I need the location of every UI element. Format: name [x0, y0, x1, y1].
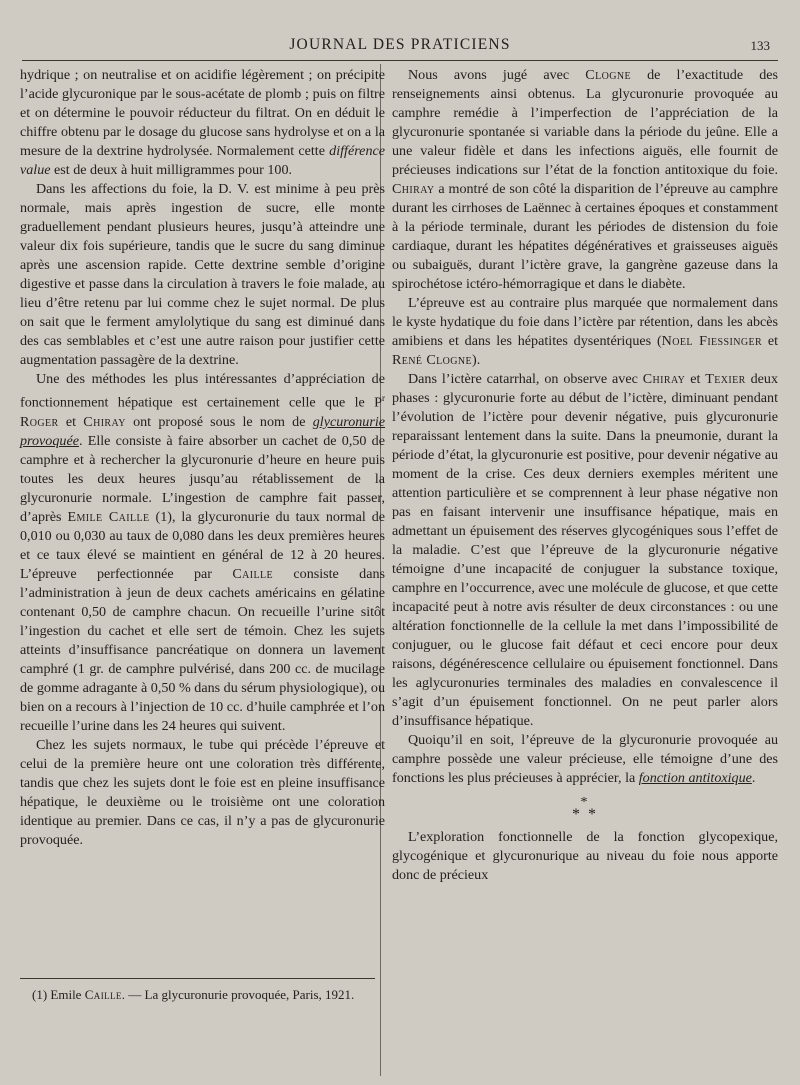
author-name: Texier: [705, 371, 746, 387]
left-paragraph-2: Dans les affections du foie, la D. V. est minime à peu près normale, mais après ingestion de sucre, elle monte graduellement pendant plusieurs heures, jusqu’à atteindre une valeur dix fois supérieure, tandis que le sucre du sang diminue après une ascension rapide. Cette dextrine semble d’origine digestive et passe dans la circulation à travers le foie malade, au lieu d’être retenu par lui comme chez le sujet normal. De plus on sait que le ferment amylolytique du sang est diminué dans des cas semblables et c’est une autre raison pour justifier cette augmentation passagère de la dextrine.: [20, 181, 385, 368]
author-name: Emile Caille: [67, 508, 150, 525]
author-name: Chiray: [83, 413, 126, 430]
left-paragraph-4: Chez les sujets normaux, le tube qui précède l’épreuve et celui de la première heure ont une coloration très différente, tandis que chez les sujets dont le foie est en pleine insuffisance hépatique, le deuxième ou le troisième ont une coloration identique au premier. Dans ce cas, il n’y a pas de glycuronurie provoquée.: [20, 736, 385, 848]
superscript: r: [382, 393, 385, 403]
text-run: hydrique ; on neutralise et on acidifie légèrement ; on précipite l’acide glycuronique par le sous-acétate de plomb ; puis on filtre et on détermine le pouvoir réducteur du filtrat. On en déduit le chiffre obtenu par le dosage du glucose sans hydrolyse et on a la mesure de la dextrine hydrolysée. Normalement cette: [20, 67, 385, 159]
right-paragraph-2: [392, 294, 778, 370]
text-run: . — La glycuronurie provoquée, Paris, 1921.: [121, 987, 355, 1002]
header-rule: [22, 60, 778, 61]
author-name: Roger: [20, 413, 59, 430]
text-run: L’épreuve est au contraire plus marquée que normalement dans le kyste hydatique du foie dans l’ictère par rétention, dans les abcès amibiens et dans les hépatites dysentériques (: [392, 295, 778, 349]
text-run: Une des méthodes les plus intéressantes d’appréciation de fonctionnement hépatique est certainement celle que le P: [20, 371, 385, 411]
right-paragraph-4: [392, 731, 778, 788]
text-run: .: [751, 770, 756, 786]
left-paragraph-3: [20, 370, 385, 736]
author-name: Caille: [84, 987, 122, 1002]
text-run: consiste dans l’administration à jeun de deux cachets américains en gélatine contenant 0,50 de camphre chacun. On recueille l’urine sitôt l’ingestion du cachet et elle sert de témoin. Chez les sujets atteints d’insuffisance pancréatique on donnera un lavement camphré (1 gr. de camphre pulvérisé, dans 200 cc. de mucilage de gomme adragante à 0,50 % dans du sérum physiologique), ou bien on a recours à l’injection de 10 cc. d’huile camphrée et l’on recueille l’urine dans les 24 heures qui suivent.: [20, 565, 385, 734]
emphasis-text: glycuronurie provoquée: [20, 413, 386, 449]
text-run: . Elle consiste à faire absorber un cachet de 0,50 de camphre et à rechercher la glycuronurie d’heure en heure puis toutes les deux heures jusqu’au rétablissement de la glycuronurie normale. L’ingestion de camphre fait passer, d’après: [20, 432, 385, 525]
author-name: Chiray: [642, 371, 686, 387]
asterism-top: *: [580, 795, 590, 810]
right-paragraph-3: [392, 370, 778, 731]
journal-title: JOURNAL DES PRATICIENS: [289, 36, 511, 53]
text-run: Nous avons jugé avec: [408, 67, 586, 83]
footnote-rule: [20, 978, 375, 979]
author-name: Clogne: [585, 67, 631, 83]
left-column: [20, 66, 385, 850]
page-number: 133: [750, 38, 770, 53]
text-run: a montré de son côté la disparition de l’épreuve au camphre durant les cirrhoses de Laënnec à certaines époques et constamment à la période terminale, durant les périodes de distension du foie cardiaque, durant les hépatites dégénératives et graisseuses aiguës ou subaiguës, durant l’ictère grave, la gangrène gazeuse dans la spirochétose ictéro-hémorragique et dans le diabète.: [392, 181, 778, 292]
text-run: et: [762, 333, 779, 349]
text-run: et: [685, 371, 706, 387]
author-name: Chiray: [392, 181, 435, 197]
text-run: (1), la glycuronurie du taux normal de 0,010 ou 0,030 au taux de 0,080 dans les deux premières heures et ce taux élevé se maintient en général de 12 à 20 heures. L’épreuve perfectionnée par: [20, 508, 386, 582]
author-name: Noel Fiessinger: [661, 333, 763, 349]
text-run: de l’exactitude des renseignements ainsi obtenus. La glycuronurie provoquée au camphre remédie à l’imperfection de l’appréciation de la glycuronurie spontanée si variable dans la période du jeûne. Elle a une valeur fidèle et dans les infections aiguës, elle fournit de précieuses indications sur l’état de la fonction antitoxique du foie.: [392, 67, 778, 178]
text-run: (1) Emile: [32, 987, 85, 1002]
asterism-bottom: * *: [572, 806, 598, 823]
text-run: Quoiqu’il en soit, l’épreuve de la glycuronurie provoquée au camphre possède une valeur précieuse, elle témoigne d’une des fonctions les plus précieuses à apprécier, la: [392, 732, 778, 786]
author-name: Caille: [232, 565, 274, 582]
footnote: [20, 986, 375, 1004]
emphasis-text: fonction antitoxique: [638, 770, 752, 786]
text-run: est de deux à huit milligrammes pour 100.: [50, 162, 293, 178]
text-run: ).: [472, 352, 481, 368]
text-run: ont proposé sous le nom de: [125, 413, 313, 430]
right-paragraph-1: [392, 66, 778, 294]
left-paragraph-1: [20, 66, 385, 180]
text-run: deux phases : glycuronurie forte au début de l’ictère, diminuant pendant l’évolution de l’ictère pour devenir négative, puis glycuronurie reparaissant lentement dans la suite. Dans la pneumonie, durant la période d’état, la glycuronurie est positive, pour devenir négative au moment de la crise. Ces deux derniers exemples méritent une attention particulière et se comprennent à leur phase négative non pas en faisant intervenir une insuffisance hépatique, mais en admettant un épuisement des réserves glycogéniques sous l’effet de la maladie. C’est que l’épreuve de la glycuronurie négative témoigne d’une incapacité de conjuguer la substance toxique, camphre en l’occurrence, avec une molécule de glucose, et que cette incapacité peut à notre avis résulter de deux circonstances : ou une altération fonctionnelle de la cellule la met dans l’impossibilité de conjuguer, ou le glucose fait défaut et ceci encore pour deux raisons, dégénérescence cellulaire ou épuisement fonctionnel. Dans les aglycuronuries terminales des maladies en convalescence il s’agit d’un épuisement fonctionnel. On ne peut parler alors d’insuffisance hépatique.: [392, 371, 779, 729]
author-name: René Clogne: [392, 352, 473, 368]
running-header: [0, 0, 800, 62]
text-run: Dans l’ictère catarrhal, on observe avec: [408, 371, 643, 387]
right-column: [392, 66, 778, 885]
emphasis-text: différence value: [20, 143, 385, 178]
right-paragraph-5: L’exploration fonctionnelle de la fonction glycopexique, glycogénique et glycuronurique au niveau du foie nous apporte donc de précieux: [392, 829, 778, 883]
text-run: et: [58, 413, 84, 430]
section-asterism: [392, 795, 778, 823]
